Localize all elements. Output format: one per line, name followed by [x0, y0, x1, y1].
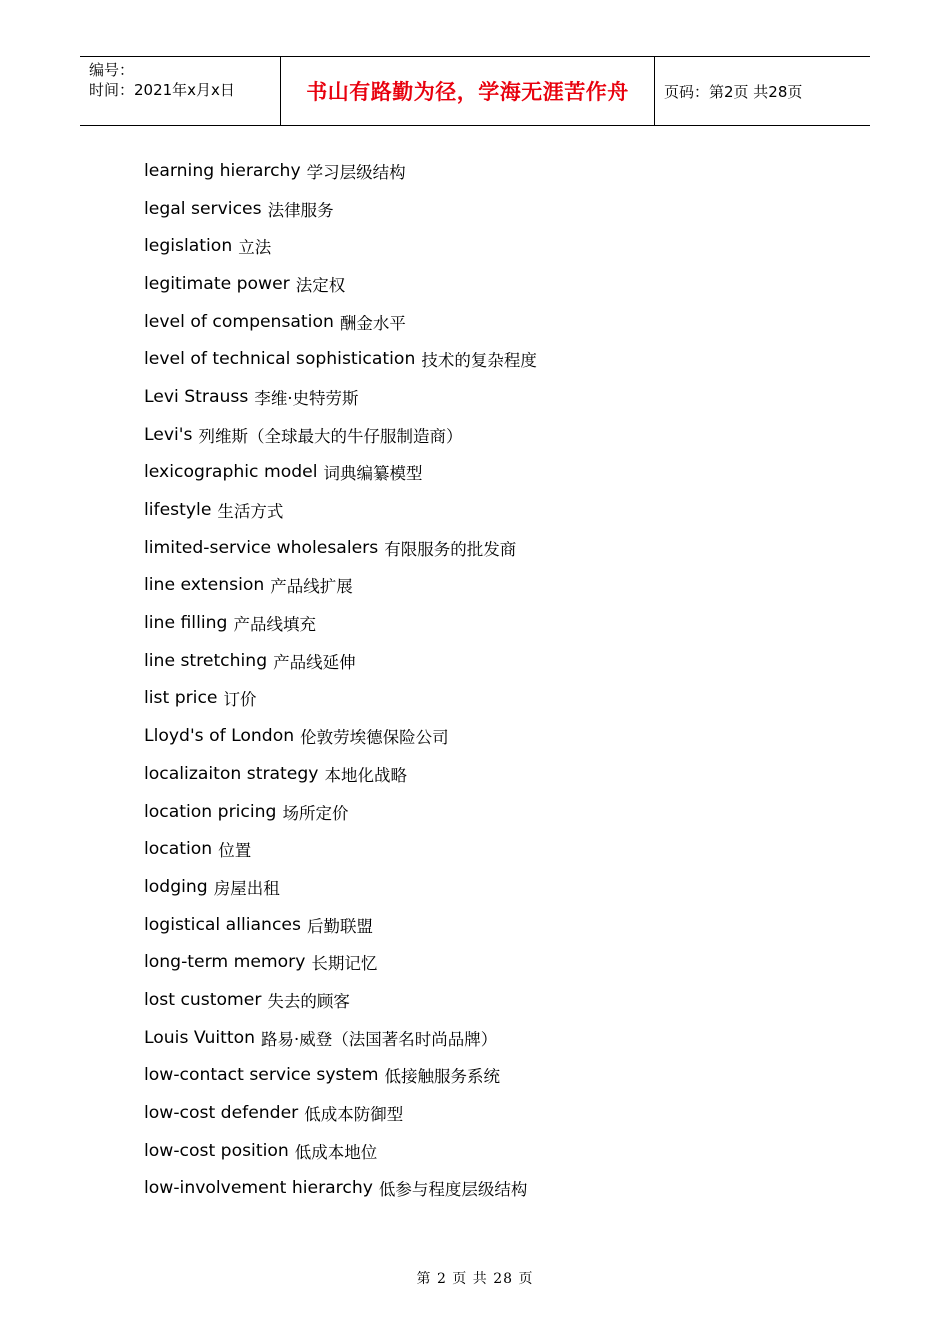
- number-label: 编号：: [89, 61, 135, 79]
- entry-translation: 低成本地位: [294, 1142, 378, 1162]
- entry-translation: 立法: [238, 238, 272, 258]
- glossary-entry: [144, 454, 537, 492]
- entry-term: learning hierarchy: [144, 160, 301, 181]
- entry-translation: 有限服务的批发商: [384, 539, 517, 559]
- entry-term: Louis Vuitton: [144, 1027, 256, 1048]
- header-meta: [80, 57, 281, 125]
- entry-translation: 李维·史特劳斯: [254, 388, 359, 408]
- entry-translation: 法律服务: [267, 200, 334, 220]
- entry-term: list price: [144, 688, 218, 709]
- entry-translation: 产品线填充: [233, 615, 316, 635]
- entry-translation: 场所定价: [282, 803, 349, 823]
- entry-term: low-cost position: [144, 1140, 289, 1161]
- entry-term: long-term memory: [144, 952, 306, 973]
- entry-term: location: [144, 839, 213, 860]
- entry-term: line stretching: [144, 650, 268, 671]
- entry-term: lost customer: [144, 989, 262, 1010]
- glossary-entry: [144, 227, 537, 265]
- glossary-entry: [144, 1094, 537, 1132]
- entry-translation: 低参与程度层级结构: [378, 1180, 528, 1200]
- entry-term: low-contact service system: [144, 1065, 379, 1086]
- entry-translation: 伦敦劳埃德保险公司: [300, 728, 449, 748]
- entry-translation: 列维斯（全球最大的牛仔服制造商）: [198, 426, 463, 446]
- entry-term: lexicographic model: [144, 462, 318, 483]
- header-page-cell: [655, 57, 870, 125]
- entry-term: Levi's: [144, 424, 193, 445]
- entry-term: logistical alliances: [144, 914, 301, 935]
- entry-translation: 本地化战略: [324, 765, 407, 785]
- glossary-entry: [144, 416, 537, 454]
- glossary-entry: [144, 717, 537, 755]
- glossary-entry: [144, 755, 537, 793]
- glossary-entry: [144, 943, 537, 981]
- entry-term: Levi Strauss: [144, 386, 249, 407]
- entry-term: legal services: [144, 198, 262, 219]
- glossary-entry: [144, 642, 537, 680]
- entry-term: line extension: [144, 575, 265, 596]
- entry-translation: 位置: [218, 841, 252, 861]
- glossary-entry: [144, 1132, 537, 1170]
- entry-term: low-involvement hierarchy: [144, 1178, 373, 1199]
- entry-term: legitimate power: [144, 273, 290, 294]
- glossary-entry: [144, 830, 537, 868]
- glossary-entry: [144, 1057, 537, 1095]
- entry-translation: 产品线扩展: [270, 577, 353, 597]
- glossary-list: [144, 152, 537, 1207]
- entry-term: legislation: [144, 236, 233, 257]
- glossary-entry: [144, 378, 537, 416]
- glossary-entry: [144, 567, 537, 605]
- entry-translation: 路易·威登（法国著名时尚品牌）: [261, 1029, 498, 1049]
- glossary-entry: [144, 680, 537, 718]
- entry-translation: 词典编纂模型: [323, 464, 423, 484]
- entry-translation: 学习层级结构: [306, 162, 406, 182]
- glossary-entry: [144, 491, 537, 529]
- page-footer: 第 2 页 共 28 页: [416, 1271, 534, 1287]
- entry-translation: 失去的顾客: [267, 991, 350, 1011]
- entry-translation: 订价: [223, 690, 257, 710]
- glossary-entry: [144, 152, 537, 190]
- header-page-info: 页码：第2页 共28页: [664, 82, 803, 101]
- glossary-entry: [144, 604, 537, 642]
- glossary-entry: [144, 265, 537, 303]
- page-header: [80, 56, 870, 126]
- entry-translation: 后勤联盟: [306, 916, 373, 936]
- entry-term: lodging: [144, 876, 208, 897]
- entry-translation: 低接触服务系统: [384, 1067, 500, 1087]
- glossary-entry: [144, 906, 537, 944]
- glossary-entry: [144, 1019, 537, 1057]
- entry-term: limited-service wholesalers: [144, 537, 379, 558]
- header-motto: 书山有路勤为径，学海无涯苦作舟: [306, 79, 629, 104]
- entry-translation: 长期记忆: [311, 954, 378, 974]
- glossary-entry: [144, 340, 537, 378]
- glossary-entry: [144, 190, 537, 228]
- glossary-entry: [144, 793, 537, 831]
- entry-translation: 法定权: [295, 275, 346, 295]
- entry-term: line filling: [144, 613, 228, 634]
- entry-term: Lloyd's of London: [144, 726, 295, 747]
- glossary-entry: [144, 981, 537, 1019]
- glossary-entry: [144, 529, 537, 567]
- glossary-entry: [144, 868, 537, 906]
- entry-translation: 技术的复杂程度: [421, 351, 537, 371]
- header-motto-cell: [281, 57, 655, 125]
- entry-term: location pricing: [144, 801, 277, 822]
- entry-translation: 低成本防御型: [304, 1105, 404, 1125]
- glossary-entry: [144, 303, 537, 341]
- entry-term: level of technical sophistication: [144, 349, 416, 370]
- entry-translation: 生活方式: [217, 502, 284, 522]
- entry-translation: 酬金水平: [339, 313, 406, 333]
- entry-term: level of compensation: [144, 311, 334, 332]
- entry-term: lifestyle: [144, 500, 212, 521]
- glossary-entry: [144, 1170, 537, 1208]
- entry-term: low-cost defender: [144, 1103, 299, 1124]
- entry-term: localizaiton strategy: [144, 763, 319, 784]
- entry-translation: 房屋出租: [213, 878, 280, 898]
- time-label: 时间：2021年x月x日: [89, 81, 235, 99]
- entry-translation: 产品线延伸: [273, 652, 356, 672]
